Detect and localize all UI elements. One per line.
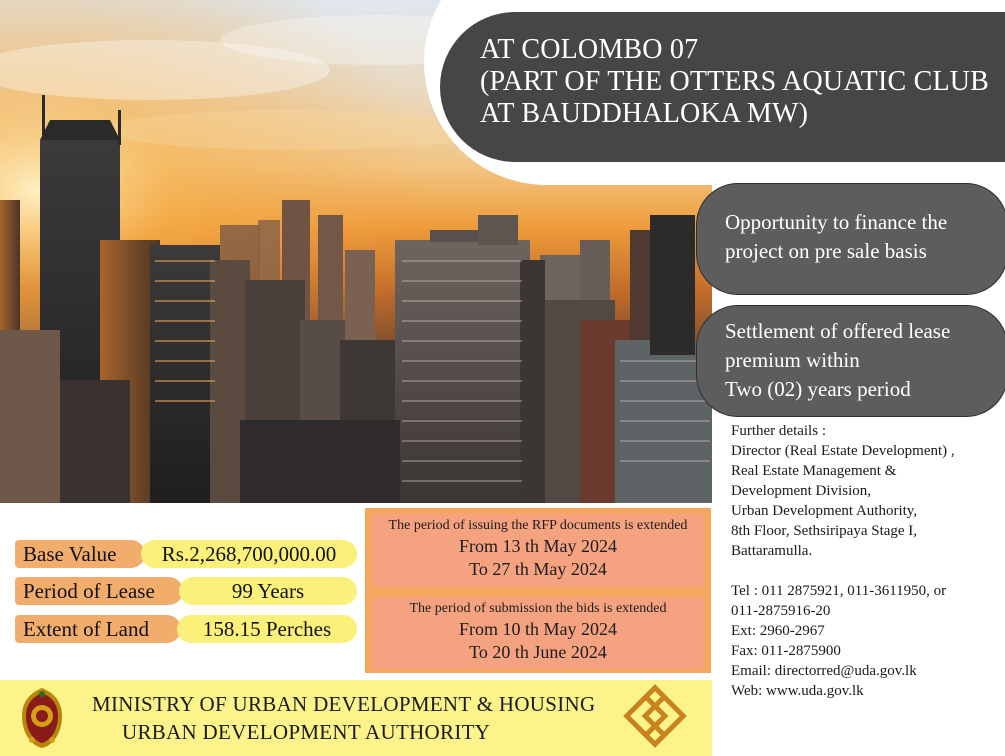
contact-heading: Further details : (731, 423, 826, 439)
notice-from-date: From 10 th May 2024 (458, 619, 617, 639)
base-value-value: Rs.2,268,700,000.00 (141, 540, 357, 568)
telephone-line: 011-2875916-20 (731, 603, 831, 619)
extension-notices (365, 508, 711, 673)
notice-from-date: From 13 th May 2024 (458, 536, 617, 556)
notice-to-date: To 27 th May 2024 (469, 559, 607, 579)
fax-line: Fax: 011-2875900 (731, 643, 841, 659)
address-line: Development Division, (731, 483, 871, 499)
base-value-label: Base Value (15, 540, 145, 568)
address-line: 8th Floor, Sethsiripaya Stage I, (731, 523, 918, 539)
footer-band (0, 680, 712, 756)
title-line-2: (PART OF THE OTTERS AQUATIC CLUB (480, 66, 990, 97)
notice-heading: The period of issuing the RFP documents is extended (388, 518, 688, 533)
uda-logo-icon (622, 682, 688, 750)
feature-line: Settlement of offered lease (725, 319, 951, 343)
email-link[interactable]: Email: directorred@uda.gov.lk (731, 663, 917, 679)
title-banner (440, 12, 1005, 162)
web-link[interactable]: Web: www.uda.gov.lk (731, 683, 864, 699)
contact-details (731, 421, 1003, 701)
extent-of-land-label: Extent of Land (15, 615, 181, 643)
rfp-issue-notice (372, 514, 704, 587)
ministry-name: MINISTRY OF URBAN DEVELOPMENT & HOUSING (92, 692, 596, 716)
address-line: Real Estate Management & (731, 463, 897, 479)
bid-submission-notice (372, 597, 704, 669)
feature-line: premium within (725, 348, 860, 372)
extent-of-land-value: 158.15 Perches (177, 615, 357, 643)
period-of-lease-value: 99 Years (179, 577, 357, 605)
extension-line: Ext: 2960-2967 (731, 623, 825, 639)
feature-line: Opportunity to finance the (725, 210, 948, 234)
feature-lease-settlement (696, 305, 1005, 417)
authority-name: URBAN DEVELOPMENT AUTHORITY (122, 720, 491, 744)
feature-line: project on pre sale basis (725, 239, 927, 263)
notice-to-date: To 20 th June 2024 (469, 642, 607, 662)
title-line-1: AT COLOMBO 07 (480, 34, 699, 65)
address-line: Urban Development Authority, (731, 503, 918, 519)
feature-line: Two (02) years period (725, 377, 911, 401)
sri-lanka-emblem-icon (18, 686, 66, 750)
period-of-lease-label: Period of Lease (15, 577, 183, 605)
address-line: Battaramulla. (731, 543, 813, 559)
title-line-3: AT BAUDDHALOKA MW) (480, 98, 809, 129)
address-line: Director (Real Estate Development) , (731, 443, 955, 459)
feature-pre-sale-financing (696, 183, 1005, 295)
telephone-line: Tel : 011 2875921, 011-3611950, or (731, 583, 947, 599)
notice-heading: The period of submission the bids is extended (409, 601, 667, 616)
